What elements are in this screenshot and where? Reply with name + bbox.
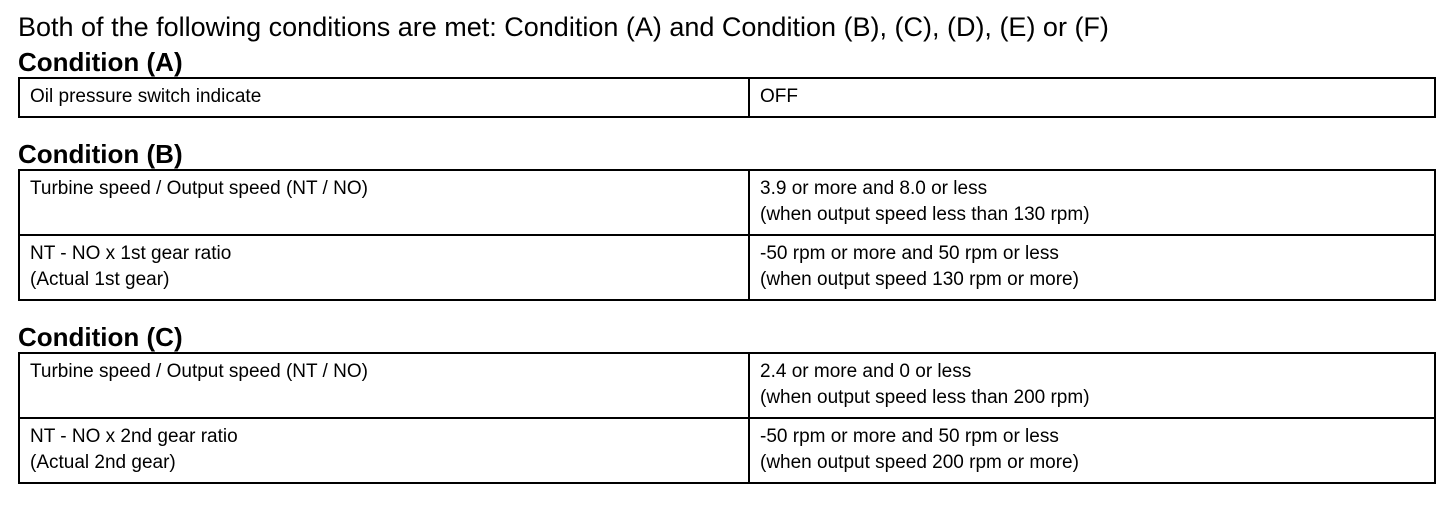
param-text: Turbine speed / Output speed (NT / NO) [30, 361, 368, 382]
param-text: Oil pressure switch indicate [30, 86, 262, 107]
value-text: 3.9 or more and 8.0 or less [760, 178, 988, 199]
table-row [19, 235, 1435, 300]
param-cell [19, 353, 749, 418]
condition-a-title: Condition (A) [18, 47, 183, 77]
param-cell [19, 418, 749, 483]
condition-c-title: Condition (C) [18, 322, 183, 352]
table-row [19, 170, 1435, 235]
value-cell [749, 353, 1435, 418]
value-text: -50 rpm or more and 50 rpm or less [760, 426, 1059, 447]
value-note: (when output speed 130 rpm or more) [760, 269, 1079, 290]
param-note: (Actual 2nd gear) [30, 452, 176, 473]
value-cell [749, 235, 1435, 300]
table-row [19, 418, 1435, 483]
param-text: NT - NO x 1st gear ratio [30, 243, 232, 264]
value-cell [749, 418, 1435, 483]
condition-b-section [18, 139, 1436, 301]
param-text: Turbine speed / Output speed (NT / NO) [30, 178, 368, 199]
condition-a-table [18, 77, 1436, 118]
condition-a-section [18, 47, 1436, 118]
param-note: (Actual 1st gear) [30, 269, 170, 290]
value-cell [749, 78, 1435, 117]
param-cell [19, 170, 749, 235]
value-note: (when output speed less than 200 rpm) [760, 387, 1090, 408]
value-text: OFF [760, 86, 798, 107]
document-page [18, 0, 1436, 484]
value-note: (when output speed less than 130 rpm) [760, 204, 1090, 225]
param-text: NT - NO x 2nd gear ratio [30, 426, 238, 447]
param-cell [19, 78, 749, 117]
table-row [19, 78, 1435, 117]
table-row [19, 353, 1435, 418]
value-cell [749, 170, 1435, 235]
intro-text: Both of the following conditions are met: Condition (A) and Condition (B), (C), (D), (E) or (F) [18, 12, 1109, 42]
condition-b-table [18, 169, 1436, 301]
value-text: 2.4 or more and 0 or less [760, 361, 972, 382]
condition-c-section [18, 322, 1436, 484]
condition-c-table [18, 352, 1436, 484]
value-text: -50 rpm or more and 50 rpm or less [760, 243, 1059, 264]
condition-b-title: Condition (B) [18, 139, 183, 169]
param-cell [19, 235, 749, 300]
value-note: (when output speed 200 rpm or more) [760, 452, 1079, 473]
